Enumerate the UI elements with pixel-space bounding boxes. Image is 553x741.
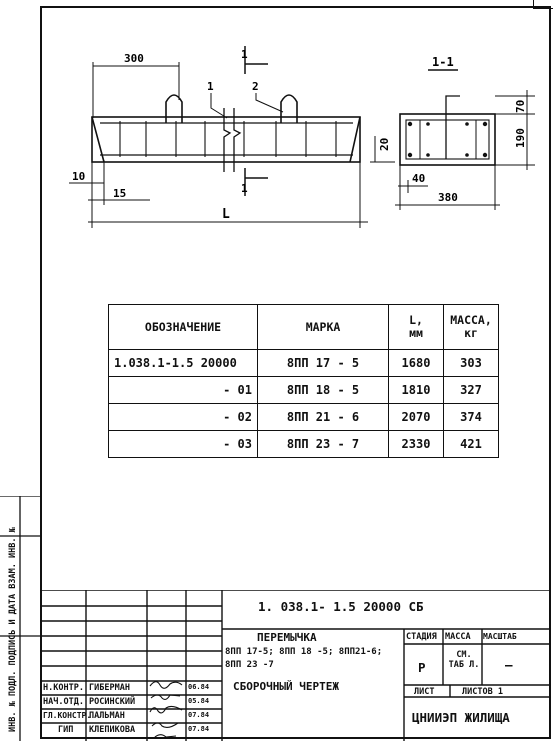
header-mass: МАССА, кг bbox=[444, 305, 499, 350]
sig-name: РОСИНСКИЙ bbox=[89, 697, 136, 707]
marks-line-1: 8ПП 17-5; 8ПП 18 -5; 8ПП21-6; bbox=[225, 647, 383, 657]
handwritten-signatures bbox=[148, 676, 184, 740]
sig-name: ПАЛЬМАН bbox=[89, 711, 125, 721]
mass-header: МАССА bbox=[445, 632, 471, 642]
cell-mark: 8ПП 23 - 7 bbox=[258, 431, 389, 458]
cell-length: 1810 bbox=[389, 377, 444, 404]
cut-mark-bottom: 1 bbox=[241, 182, 248, 195]
sig-date: 07.84 bbox=[188, 725, 210, 733]
marks-line-2: 8ПП 23 -7 bbox=[225, 660, 274, 670]
header-designation: ОБОЗНАЧЕНИЕ bbox=[109, 305, 258, 350]
dim-10: 10 bbox=[72, 170, 86, 183]
spec-table-header bbox=[109, 305, 499, 350]
dim-L: L bbox=[222, 207, 230, 222]
cell-designation: - 01 bbox=[109, 377, 258, 404]
cell-length: 1680 bbox=[389, 350, 444, 377]
organization: ЦНИИЭП ЖИЛИЩА bbox=[412, 710, 510, 725]
cell-mass: 374 bbox=[444, 404, 499, 431]
section-label: 1-1 bbox=[432, 55, 454, 69]
spec-table bbox=[108, 304, 499, 458]
table-row bbox=[109, 350, 499, 377]
dim-190: 190 bbox=[514, 128, 527, 148]
cell-designation: - 02 bbox=[109, 404, 258, 431]
sheet-label: ЛИСТ bbox=[414, 687, 435, 697]
cell-mark: 8ПП 17 - 5 bbox=[258, 350, 389, 377]
sig-role: ГЛ.КОНСТР. bbox=[43, 711, 92, 720]
cell-designation: 1.038.1-1.5 20000 bbox=[109, 350, 258, 377]
sig-date: 07.84 bbox=[188, 711, 210, 719]
sig-role: НАЧ.ОТД. bbox=[43, 697, 84, 707]
table-row bbox=[109, 404, 499, 431]
cell-length: 2330 bbox=[389, 431, 444, 458]
sig-role: Н.КОНТР. bbox=[43, 683, 84, 693]
side-stamp: ИНВ. № ПОДЛ. ПОДПИСЬ И ДАТА ВЗАМ. ИНВ. № bbox=[8, 527, 18, 732]
cell-mark: 8ПП 18 - 5 bbox=[258, 377, 389, 404]
lifting-loop-left bbox=[166, 95, 182, 123]
scale-value: — bbox=[505, 657, 513, 672]
doc-type: СБОРОЧНЫЙ ЧЕРТЕЖ bbox=[233, 680, 339, 693]
scale-header: МАСШТАБ bbox=[483, 632, 517, 641]
sig-name: КЛЕПИКОВА bbox=[89, 725, 136, 735]
mass-value: СМ. ТАБ Л. bbox=[448, 650, 480, 670]
cell-mass: 421 bbox=[444, 431, 499, 458]
callout-1: 1 bbox=[207, 80, 214, 93]
cell-designation: - 03 bbox=[109, 431, 258, 458]
doc-code: 1. 038.1- 1.5 20000 СБ bbox=[258, 599, 424, 614]
lifting-loop-right bbox=[281, 95, 297, 123]
dim-40: 40 bbox=[412, 172, 426, 185]
table-row bbox=[109, 431, 499, 458]
stage-value: Р bbox=[418, 660, 426, 675]
callout-2: 2 bbox=[252, 80, 259, 93]
sig-name: ГИБЕРМАН bbox=[89, 683, 130, 693]
doc-title: ПЕРЕМЫЧКА bbox=[257, 631, 317, 644]
dim-70: 70 bbox=[514, 99, 527, 113]
stage-header: СТАДИЯ bbox=[406, 632, 437, 642]
sig-role: ГИП bbox=[58, 725, 74, 735]
table-row bbox=[109, 377, 499, 404]
dim-15: 15 bbox=[113, 187, 127, 200]
beam-drawing bbox=[0, 0, 553, 300]
sheets-label: ЛИСТОВ 1 bbox=[462, 687, 503, 697]
dim-20: 20 bbox=[378, 137, 391, 151]
cell-mass: 327 bbox=[444, 377, 499, 404]
cell-mass: 303 bbox=[444, 350, 499, 377]
dim-380: 380 bbox=[438, 191, 458, 204]
sig-date: 05.84 bbox=[188, 697, 210, 705]
sig-date: 06.84 bbox=[188, 683, 210, 691]
header-length: L, мм bbox=[389, 305, 444, 350]
header-mark: МАРКА bbox=[258, 305, 389, 350]
cell-mark: 8ПП 21 - 6 bbox=[258, 404, 389, 431]
cell-length: 2070 bbox=[389, 404, 444, 431]
side-stamp-grid bbox=[0, 496, 42, 741]
dim-300: 300 bbox=[124, 52, 144, 65]
cut-mark-top: 1 bbox=[241, 48, 248, 61]
